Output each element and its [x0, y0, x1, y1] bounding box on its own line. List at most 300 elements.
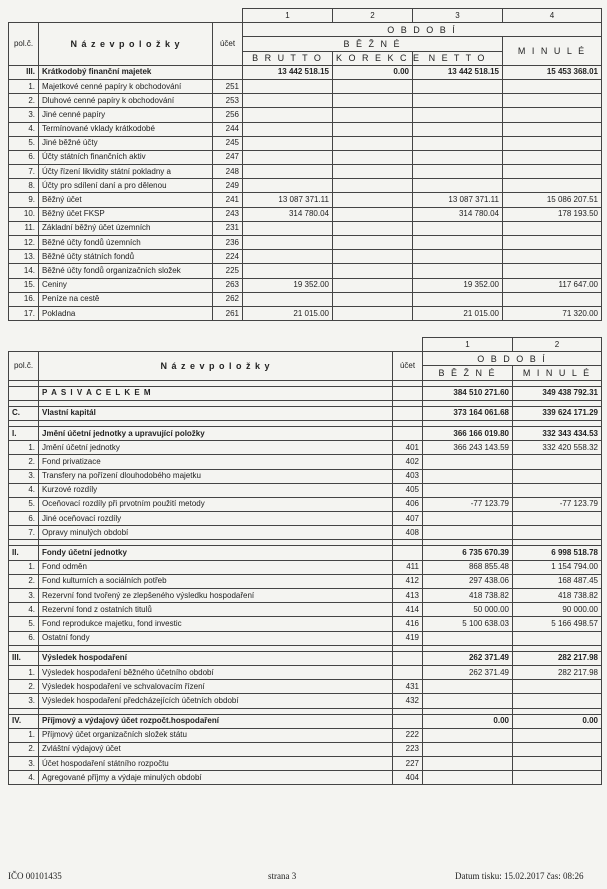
- row-brutto: [243, 292, 333, 306]
- table-row: [9, 742, 602, 756]
- row-netto: [413, 221, 503, 235]
- row-minule: [513, 631, 602, 645]
- row-brutto: [243, 221, 333, 235]
- row-name: Běžné účty státních fondů: [39, 250, 213, 264]
- row-number: 15.: [9, 278, 39, 292]
- row-account: [393, 406, 423, 420]
- row-minule: [503, 179, 602, 193]
- row-minule: 117 647.00: [503, 278, 602, 292]
- row-name: Termínované vklady krátkodobé: [39, 122, 213, 136]
- table-row: [9, 108, 602, 122]
- row-account: [393, 714, 423, 728]
- row-account: 222: [393, 728, 423, 742]
- row-bezne: [423, 742, 513, 756]
- row-brutto: 19 352.00: [243, 278, 333, 292]
- row-korekce: [333, 292, 413, 306]
- row-minule: 6 998 518.78: [513, 546, 602, 560]
- row-name: Oceňovací rozdíly při prvotním použití metody: [39, 497, 393, 511]
- table-row: [9, 589, 602, 603]
- row-bezne: 5 100 638.03: [423, 617, 513, 631]
- row-number: 2.: [9, 574, 39, 588]
- row-netto: [413, 250, 503, 264]
- table-row: [9, 694, 602, 708]
- row-bezne: [423, 694, 513, 708]
- row-account: 247: [213, 150, 243, 164]
- ucet-header: účet: [213, 23, 243, 66]
- name-header: N á z e v p o l o ž k y: [39, 23, 213, 66]
- table-row: [9, 236, 602, 250]
- pol-header: pol.č.: [9, 23, 39, 66]
- row-name: Fondy účetní jednotky: [39, 546, 393, 560]
- row-account: 261: [213, 306, 243, 320]
- row-bezne: [423, 757, 513, 771]
- row-name: Majetkové cenné papíry k obchodování: [39, 79, 213, 93]
- row-account: 245: [213, 136, 243, 150]
- table-row: [9, 264, 602, 278]
- table-row: [9, 292, 602, 306]
- table-row: [9, 150, 602, 164]
- table-row: [9, 497, 602, 511]
- row-number: 16.: [9, 292, 39, 306]
- row-name: Fond odměn: [39, 560, 393, 574]
- row-number: 1.: [9, 728, 39, 742]
- row-minule: 332 420 558.32: [513, 441, 602, 455]
- row-korekce: [333, 250, 413, 264]
- row-minule: 0.00: [513, 714, 602, 728]
- row-account: [393, 665, 423, 679]
- row-minule: 282 217.98: [513, 651, 602, 665]
- row-bezne: 297 438.06: [423, 574, 513, 588]
- row-number: 11.: [9, 221, 39, 235]
- row-minule: 90 000.00: [513, 603, 602, 617]
- row-name: Výsledek hospodaření předcházejících účetních období: [39, 694, 393, 708]
- row-account: 248: [213, 165, 243, 179]
- row-account: [393, 546, 423, 560]
- row-number: 2.: [9, 455, 39, 469]
- row-minule: 15 086 207.51: [503, 193, 602, 207]
- row-number: [9, 386, 39, 400]
- row-name: Rezervní fond z ostatních titulů: [39, 603, 393, 617]
- row-name: Fond reprodukce majetku, fond investic: [39, 617, 393, 631]
- row-minule: 418 738.82: [513, 589, 602, 603]
- row-name: Krátkodobý finanční majetek: [39, 65, 213, 79]
- row-name: Jiné oceňovací rozdíly: [39, 512, 393, 526]
- row-name: Běžný účet: [39, 193, 213, 207]
- row-brutto: 13 442 518.15: [243, 65, 333, 79]
- row-brutto: [243, 122, 333, 136]
- row-number: 1.: [9, 441, 39, 455]
- row-netto: [413, 165, 503, 179]
- row-number: 5.: [9, 136, 39, 150]
- row-minule: [503, 292, 602, 306]
- row-bezne: [423, 680, 513, 694]
- row-netto: [413, 136, 503, 150]
- table-row: [9, 526, 602, 540]
- row-number: 12.: [9, 236, 39, 250]
- row-brutto: [243, 79, 333, 93]
- row-account: 225: [213, 264, 243, 278]
- row-minule: 15 453 368.01: [503, 65, 602, 79]
- row-netto: [413, 79, 503, 93]
- row-netto: [413, 94, 503, 108]
- row-account: 416: [393, 617, 423, 631]
- row-account: [393, 651, 423, 665]
- row-account: 256: [213, 108, 243, 122]
- row-netto: [413, 236, 503, 250]
- row-netto: 19 352.00: [413, 278, 503, 292]
- row-netto: [413, 108, 503, 122]
- ico-label: IČO 00101435: [8, 871, 62, 881]
- bezne-header: B Ě Ž N É: [243, 37, 503, 51]
- row-korekce: [333, 94, 413, 108]
- row-account: [393, 386, 423, 400]
- row-number: 13.: [9, 250, 39, 264]
- row-minule: [513, 728, 602, 742]
- row-account: 401: [393, 441, 423, 455]
- table-row: [9, 65, 602, 79]
- row-number: 7.: [9, 526, 39, 540]
- row-number: 1.: [9, 560, 39, 574]
- row-name: Fond kulturních a sociálních potřeb: [39, 574, 393, 588]
- row-account: 223: [393, 742, 423, 756]
- row-number: IV.: [9, 714, 39, 728]
- row-number: 7.: [9, 165, 39, 179]
- row-account: 243: [213, 207, 243, 221]
- row-minule: 332 343 434.53: [513, 426, 602, 440]
- row-brutto: [243, 165, 333, 179]
- row-minule: [503, 122, 602, 136]
- table-row: [9, 757, 602, 771]
- row-number: 3.: [9, 757, 39, 771]
- row-korekce: [333, 179, 413, 193]
- row-name: P A S I V A C E L K E M: [39, 386, 393, 400]
- table-row: [9, 771, 602, 785]
- row-bezne: [423, 771, 513, 785]
- ucet-header: účet: [393, 352, 423, 380]
- table-row: [9, 221, 602, 235]
- table-row: [9, 617, 602, 631]
- row-korekce: [333, 193, 413, 207]
- table-row: [9, 165, 602, 179]
- row-name: Ostatní fondy: [39, 631, 393, 645]
- row-name: Výsledek hospodaření: [39, 651, 393, 665]
- obdobi-header: O B D O B Í: [243, 23, 602, 37]
- page-number: strana 3: [268, 871, 297, 881]
- row-korekce: [333, 264, 413, 278]
- col-num-2: 2: [333, 9, 413, 23]
- row-name: Fond privatizace: [39, 455, 393, 469]
- table-row: [9, 441, 602, 455]
- row-korekce: [333, 221, 413, 235]
- row-brutto: [243, 250, 333, 264]
- row-minule: [513, 455, 602, 469]
- row-minule: [513, 771, 602, 785]
- row-account: 241: [213, 193, 243, 207]
- liabilities-table: [8, 337, 602, 785]
- row-minule: -77 123.79: [513, 497, 602, 511]
- row-name: Rezervní fond tvořený ze zlepšeného výsledku hospodaření: [39, 589, 393, 603]
- table-row: [9, 207, 602, 221]
- row-bezne: [423, 512, 513, 526]
- row-bezne: 262 371.49: [423, 651, 513, 665]
- row-account: 263: [213, 278, 243, 292]
- row-number: C.: [9, 406, 39, 420]
- row-account: 411: [393, 560, 423, 574]
- table-row: [9, 574, 602, 588]
- table-row: [9, 512, 602, 526]
- name-header: N á z e v p o l o ž k y: [39, 352, 393, 380]
- row-netto: 314 780.04: [413, 207, 503, 221]
- row-netto: 13 442 518.15: [413, 65, 503, 79]
- row-brutto: 13 087 371.11: [243, 193, 333, 207]
- row-netto: [413, 122, 503, 136]
- col-num-1: 1: [243, 9, 333, 23]
- table-row: [9, 455, 602, 469]
- row-bezne: [423, 526, 513, 540]
- row-bezne: 418 738.82: [423, 589, 513, 603]
- print-date: Datum tisku: 15.02.2017 čas: 08:26: [455, 871, 584, 881]
- obdobi-header: O B D O B Í: [423, 352, 602, 366]
- row-minule: [503, 136, 602, 150]
- netto-header: N E T T O: [413, 51, 503, 65]
- row-name: Běžný účet FKSP: [39, 207, 213, 221]
- row-account: 262: [213, 292, 243, 306]
- row-account: 431: [393, 680, 423, 694]
- row-account: 253: [213, 94, 243, 108]
- row-minule: [503, 165, 602, 179]
- row-minule: [513, 757, 602, 771]
- table-row: [9, 665, 602, 679]
- row-brutto: [243, 150, 333, 164]
- row-bezne: 366 166 019.80: [423, 426, 513, 440]
- row-brutto: 314 780.04: [243, 207, 333, 221]
- table-row: [9, 179, 602, 193]
- row-number: 3.: [9, 694, 39, 708]
- row-minule: [503, 108, 602, 122]
- row-minule: [513, 526, 602, 540]
- row-number: 2.: [9, 742, 39, 756]
- row-korekce: [333, 79, 413, 93]
- row-account: [393, 426, 423, 440]
- row-bezne: 50 000.00: [423, 603, 513, 617]
- row-bezne: 868 855.48: [423, 560, 513, 574]
- row-number: 4.: [9, 483, 39, 497]
- row-account: 249: [213, 179, 243, 193]
- row-account: 432: [393, 694, 423, 708]
- row-number: I.: [9, 426, 39, 440]
- row-bezne: 373 164 061.68: [423, 406, 513, 420]
- row-name: Základní běžný účet územních: [39, 221, 213, 235]
- row-account: 402: [393, 455, 423, 469]
- table-row: [9, 728, 602, 742]
- row-number: 4.: [9, 603, 39, 617]
- row-minule: [513, 512, 602, 526]
- row-netto: [413, 264, 503, 278]
- row-korekce: [333, 306, 413, 320]
- row-netto: [413, 292, 503, 306]
- row-brutto: [243, 94, 333, 108]
- row-korekce: [333, 278, 413, 292]
- row-minule: [513, 469, 602, 483]
- row-number: III.: [9, 65, 39, 79]
- row-name: Dluhové cenné papíry k obchodování: [39, 94, 213, 108]
- row-bezne: 366 243 143.59: [423, 441, 513, 455]
- row-number: II.: [9, 546, 39, 560]
- row-number: 6.: [9, 150, 39, 164]
- row-account: 227: [393, 757, 423, 771]
- row-bezne: [423, 455, 513, 469]
- row-name: Účty řízení likvidity státní pokladny a: [39, 165, 213, 179]
- row-number: 3.: [9, 108, 39, 122]
- row-number: 9.: [9, 193, 39, 207]
- row-number: 3.: [9, 469, 39, 483]
- row-account: 403: [393, 469, 423, 483]
- table-row: [9, 603, 602, 617]
- row-name: Pokladna: [39, 306, 213, 320]
- row-korekce: [333, 136, 413, 150]
- assets-table: [8, 8, 602, 321]
- row-minule: [503, 264, 602, 278]
- row-number: 3.: [9, 589, 39, 603]
- bezne-header: B Ě Ž N É: [423, 366, 513, 380]
- table-row: [9, 278, 602, 292]
- row-korekce: [333, 108, 413, 122]
- row-name: Účet hospodaření státního rozpočtu: [39, 757, 393, 771]
- row-minule: [503, 79, 602, 93]
- row-korekce: [333, 207, 413, 221]
- row-number: 2.: [9, 680, 39, 694]
- row-brutto: [243, 108, 333, 122]
- row-name: Běžné účty fondů územních: [39, 236, 213, 250]
- row-name: Účty státních finančních aktiv: [39, 150, 213, 164]
- row-name: Příjmový a výdajový účet rozpočt.hospodaření: [39, 714, 393, 728]
- row-netto: [413, 150, 503, 164]
- row-number: 2.: [9, 94, 39, 108]
- row-korekce: [333, 165, 413, 179]
- row-account: [213, 65, 243, 79]
- row-number: 4.: [9, 771, 39, 785]
- row-account: 413: [393, 589, 423, 603]
- row-number: 17.: [9, 306, 39, 320]
- minule-header: M I N U L É: [503, 37, 602, 65]
- row-account: 407: [393, 512, 423, 526]
- row-bezne: 384 510 271.60: [423, 386, 513, 400]
- row-minule: [503, 250, 602, 264]
- row-name: Kurzové rozdíly: [39, 483, 393, 497]
- row-brutto: [243, 136, 333, 150]
- row-korekce: [333, 236, 413, 250]
- row-name: Ceniny: [39, 278, 213, 292]
- row-brutto: [243, 264, 333, 278]
- table-row: [9, 631, 602, 645]
- row-name: Příjmový účet organizačních složek státu: [39, 728, 393, 742]
- pol-header: pol.č.: [9, 352, 39, 380]
- table-row: [9, 136, 602, 150]
- row-account: 419: [393, 631, 423, 645]
- row-minule: [503, 94, 602, 108]
- table-row: [9, 250, 602, 264]
- group-head-row: [9, 546, 602, 560]
- row-minule: [513, 694, 602, 708]
- row-name: Jiné cenné papíry: [39, 108, 213, 122]
- row-netto: 13 087 371.11: [413, 193, 503, 207]
- row-number: 14.: [9, 264, 39, 278]
- row-account: 404: [393, 771, 423, 785]
- row-account: 414: [393, 603, 423, 617]
- row-name: Výsledek hospodaření běžného účetního období: [39, 665, 393, 679]
- row-brutto: [243, 179, 333, 193]
- row-korekce: [333, 122, 413, 136]
- row-name: Jmění účetní jednotky a upravující položky: [39, 426, 393, 440]
- group-head-row: [9, 714, 602, 728]
- row-minule: [513, 742, 602, 756]
- row-minule: 339 624 171.29: [513, 406, 602, 420]
- row-korekce: [333, 150, 413, 164]
- table-row: [9, 94, 602, 108]
- row-minule: [503, 236, 602, 250]
- row-number: III.: [9, 651, 39, 665]
- row-bezne: 0.00: [423, 714, 513, 728]
- table-row: [9, 306, 602, 320]
- row-name: Peníze na cestě: [39, 292, 213, 306]
- row-minule: 178 193.50: [503, 207, 602, 221]
- row-netto: [413, 179, 503, 193]
- row-bezne: 6 735 670.39: [423, 546, 513, 560]
- row-number: 8.: [9, 179, 39, 193]
- table-row: [9, 483, 602, 497]
- row-number: 4.: [9, 122, 39, 136]
- row-account: 406: [393, 497, 423, 511]
- row-bezne: -77 123.79: [423, 497, 513, 511]
- table-row: [9, 122, 602, 136]
- row-minule: 168 487.45: [513, 574, 602, 588]
- row-account: 412: [393, 574, 423, 588]
- col-num-2: 2: [513, 338, 602, 352]
- row-minule: 5 166 498.57: [513, 617, 602, 631]
- table-row: [9, 680, 602, 694]
- row-name: Opravy minulých období: [39, 526, 393, 540]
- brutto-header: B R U T T O: [243, 51, 333, 65]
- minule-header: M I N U L É: [513, 366, 602, 380]
- row-account: 224: [213, 250, 243, 264]
- row-account: 231: [213, 221, 243, 235]
- table-row: [9, 560, 602, 574]
- row-minule: 349 438 792.31: [513, 386, 602, 400]
- table-row: [9, 469, 602, 483]
- row-number: 5.: [9, 497, 39, 511]
- row-bezne: 262 371.49: [423, 665, 513, 679]
- row-account: 244: [213, 122, 243, 136]
- row-name: Agregované příjmy a výdaje minulých období: [39, 771, 393, 785]
- row-minule: [503, 221, 602, 235]
- col-num-4: 4: [503, 9, 602, 23]
- row-bezne: [423, 631, 513, 645]
- equity-row: [9, 406, 602, 420]
- row-name: Jmění účetní jednotky: [39, 441, 393, 455]
- row-name: Vlastní kapitál: [39, 406, 393, 420]
- col-num-1: 1: [423, 338, 513, 352]
- group-head-row: [9, 426, 602, 440]
- row-name: Zvláštní výdajový účet: [39, 742, 393, 756]
- row-minule: 71 320.00: [503, 306, 602, 320]
- row-account: 408: [393, 526, 423, 540]
- row-account: 405: [393, 483, 423, 497]
- group-head-row: [9, 651, 602, 665]
- row-account: 251: [213, 79, 243, 93]
- table-row: [9, 193, 602, 207]
- col-num-3: 3: [413, 9, 503, 23]
- row-number: 6.: [9, 631, 39, 645]
